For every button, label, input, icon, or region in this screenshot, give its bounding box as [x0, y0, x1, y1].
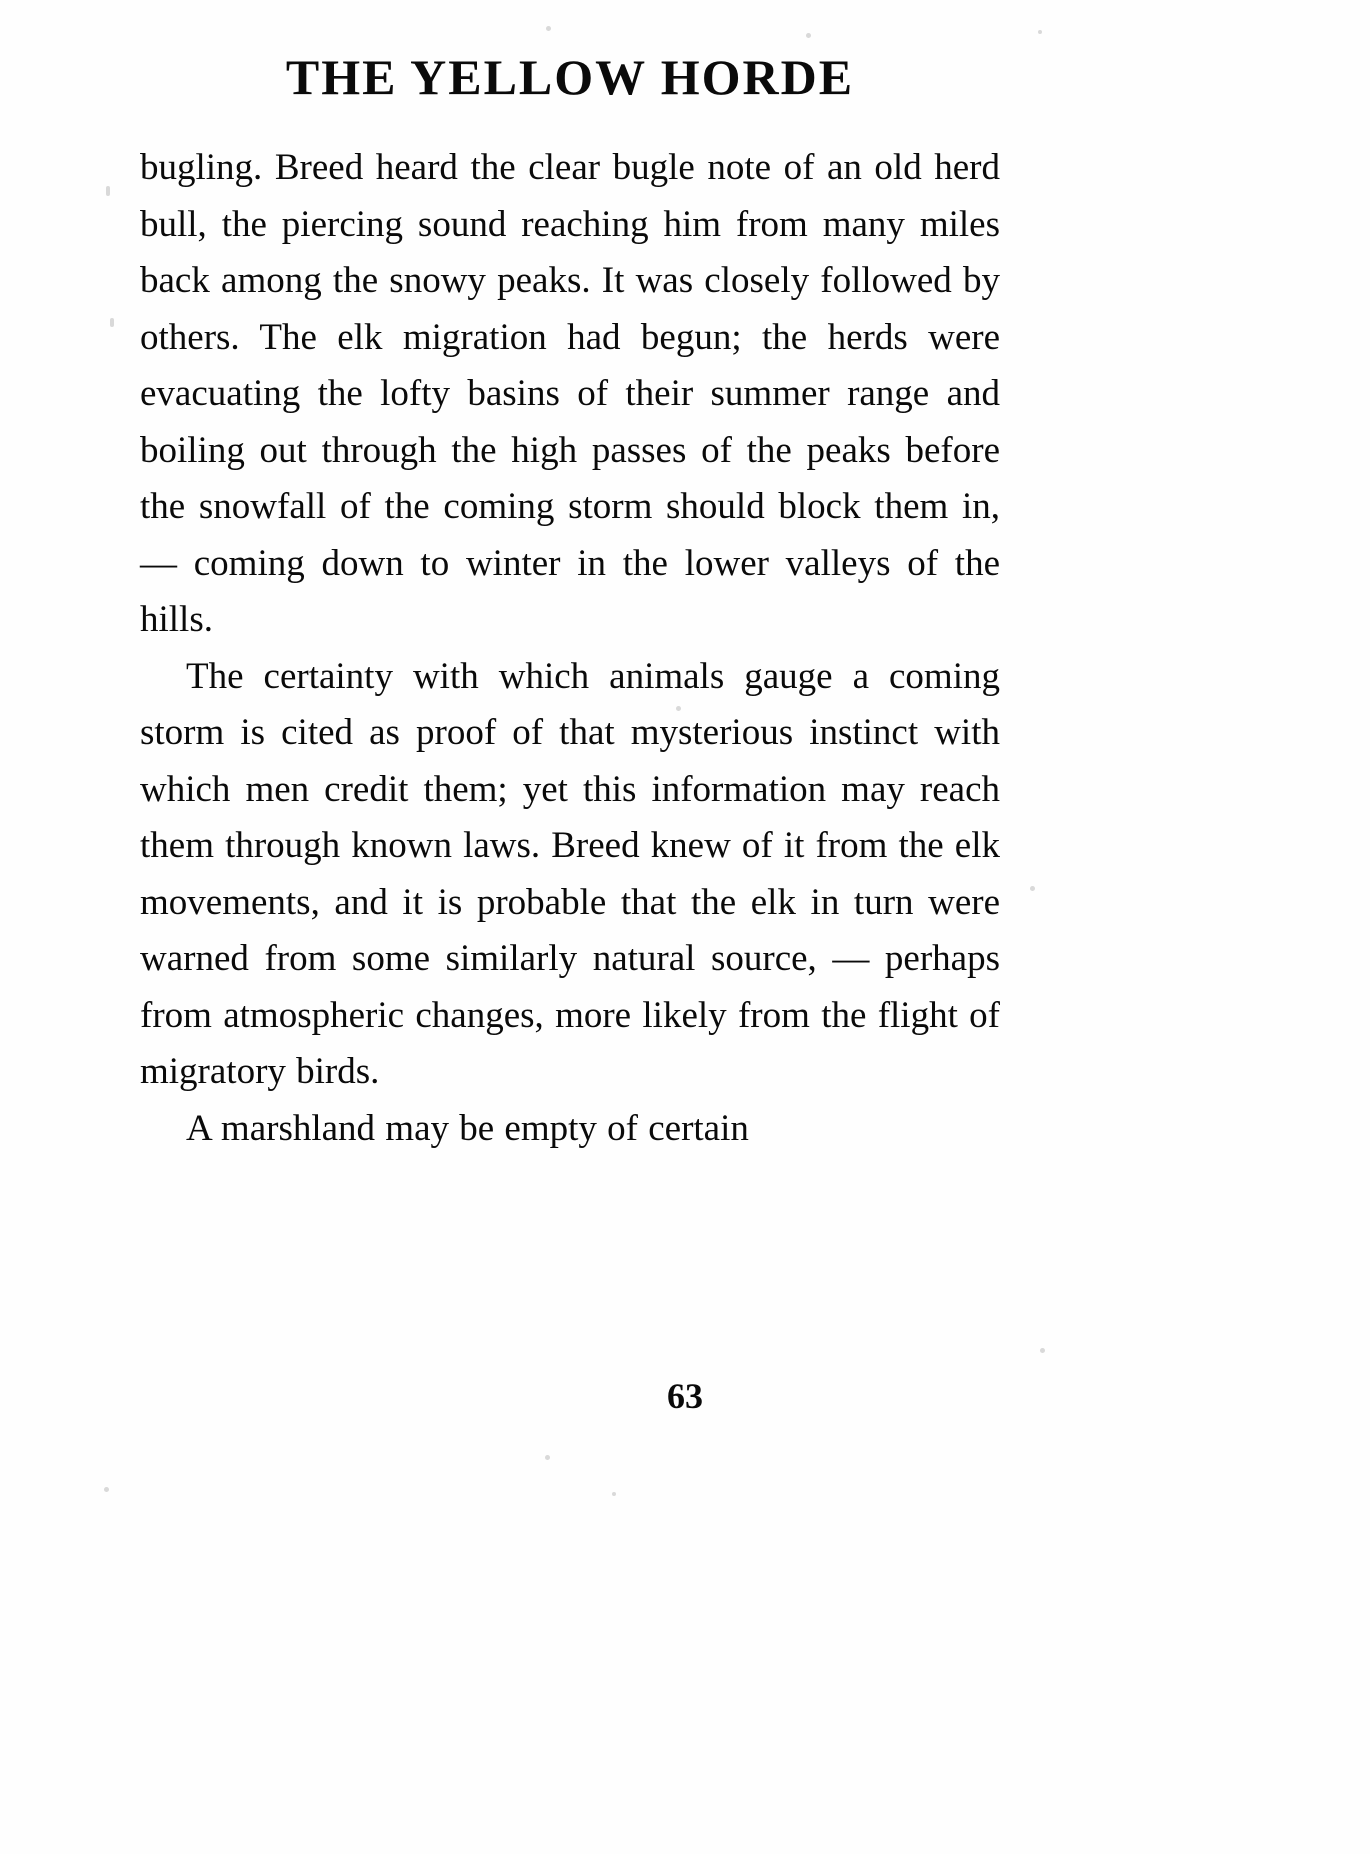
scan-speck	[1038, 30, 1042, 34]
page-number: 63	[667, 1376, 703, 1416]
scan-speck	[546, 26, 551, 31]
scan-speck	[106, 186, 110, 196]
scan-speck	[612, 1492, 616, 1496]
scan-speck	[110, 318, 114, 327]
scan-speck	[1040, 1348, 1045, 1353]
scan-speck	[806, 33, 811, 38]
scan-speck	[104, 1487, 109, 1492]
scan-speck	[1030, 886, 1035, 891]
paragraph: A marshland may be empty of certain	[186, 1107, 749, 1149]
scan-speck	[545, 1455, 550, 1460]
paragraph: bugling. Breed heard the clear bugle note of an old herd bull, the piercing sound reaching him from many miles back among the snowy peaks. It was closely followed by others. The elk migration had begun; the herds were evacuating the lofty basins of their summer range and boiling out through the high passes of the peaks before the snowfall of the coming storm should block them in, — coming down to winter in the lower valleys of the hills.	[140, 147, 1000, 640]
page-title: THE YELLOW HORDE	[285, 49, 855, 105]
page-body	[140, 48, 1000, 1157]
paragraph: The certainty with which animals gauge a coming storm is cited as proof of that mysterious instinct with which men credit them; yet this information may reach them through known laws. Breed knew of it from the elk movements, and it is probable that the elk in turn were warned from some similarly natural source, — perhaps from atmospheric changes, more likely from the flight of migratory birds.	[140, 655, 1000, 1092]
